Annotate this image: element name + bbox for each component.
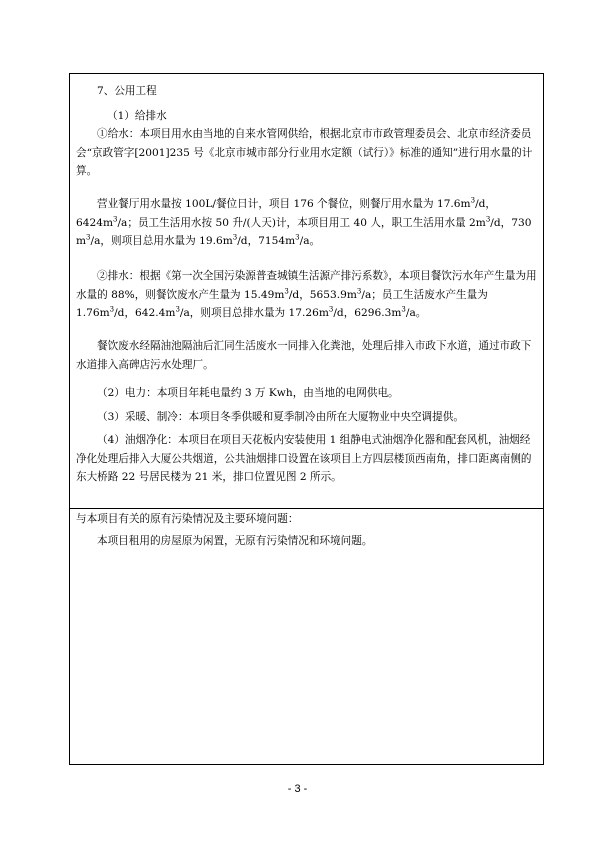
drainage-text-7: /a。 [405, 307, 427, 319]
wastewater-paragraph: 餐饮废水经隔油池隔油后汇同生活废水一同排入化粪池，处理后排入市政下水道，通过市政下水道排入高碑店污水处理厂。 [76, 340, 532, 371]
drainage-text-5: /a，则项目总排水量为 17.26m [179, 307, 329, 319]
superscript: 3 [356, 286, 362, 295]
table-divider [70, 508, 543, 509]
water-supply-paragraph: ①给水：本项目用水由当地的自来水管网供给，根据北京市市政管理委员会、北京市经济委员会“京政管字[2001]235 号《北京市城市部分行业用水定额（试行）》标准的通知”进行用水量的计算。 [76, 128, 533, 177]
superscript: 3 [232, 233, 238, 242]
superscript: 3 [284, 286, 289, 295]
heating-paragraph: （3）采暖、制冷：本项目冬季供暖和夏季制冷由所在大厦物业中央空调提供。 [97, 411, 464, 423]
superscript: 3 [113, 214, 118, 223]
section-heading: 7、公用工程 [97, 85, 157, 97]
water-subheading: （1）给排水 [107, 110, 167, 122]
water-use-text-2: /d，6424m [76, 198, 497, 229]
superscript: 3 [470, 196, 476, 205]
water-use-text-6: /d，7154m [237, 235, 296, 247]
drainage-text-6: /d，6296.3m [333, 307, 402, 319]
pollution-body: 本项目租用的房屋原为闲置，无原有污染情况和环境问题。 [97, 535, 373, 547]
superscript: 3 [328, 305, 334, 314]
fume-paragraph: （4）油烟净化：本项目在项目天花板内安装使用 1 组静电式油烟净化器和配套风机，油烟经净化处理后排入大厦公共烟道，公共油烟排口设置在该项目上方四层楼顶西南角，排口距离南侧的东大桥路 22 号居民楼为 21 米，排口位置见图 2 所示。 [76, 434, 532, 483]
drainage-paragraph [76, 267, 540, 323]
superscript: 3 [485, 214, 491, 223]
pollution-heading: 与本项目有关的原有污染情况及主要环境问题： [76, 513, 299, 525]
water-use-text-1: 营业餐厅用水量按 100L/餐位日计，项目 176 个餐位，则餐厅用水量为 17.6m [97, 198, 471, 210]
drainage-text-4: /d，642.4m [114, 307, 176, 319]
water-use-text-3: /a；员工生活用水按 50 升/(人天)计，本项目用工 40 人，职工生活用水量 2m [117, 216, 486, 229]
water-use-text-7: /a。 [299, 235, 321, 247]
water-use-text-4: /d，730 m [76, 216, 532, 247]
drainage-text-1: ②排水：根据《第一次全国污染源普查城镇生活源产排污系数》，本项目餐饮污水年产生量为用水量的 88%，则餐饮废水产生量为 15.49m [76, 270, 537, 301]
electricity-paragraph: （2）电力：本项目年耗电量约 3 万 Kwh，由当地的电网供电。 [97, 387, 399, 399]
page-number: - 3 - [287, 783, 308, 795]
water-use-paragraph [76, 195, 540, 251]
drainage-text-3: /a；员工生活废水产生量为 1.76m [76, 288, 488, 319]
content-table [69, 73, 544, 765]
superscript: 3 [86, 233, 91, 242]
superscript: 3 [401, 305, 406, 314]
drainage-text-2: /d，5653.9m [288, 288, 357, 301]
superscript: 3 [175, 305, 180, 314]
superscript: 3 [295, 233, 300, 242]
superscript: 3 [109, 305, 115, 314]
water-use-text-5: /a，则项目总用水量为 19.6m [90, 235, 233, 247]
